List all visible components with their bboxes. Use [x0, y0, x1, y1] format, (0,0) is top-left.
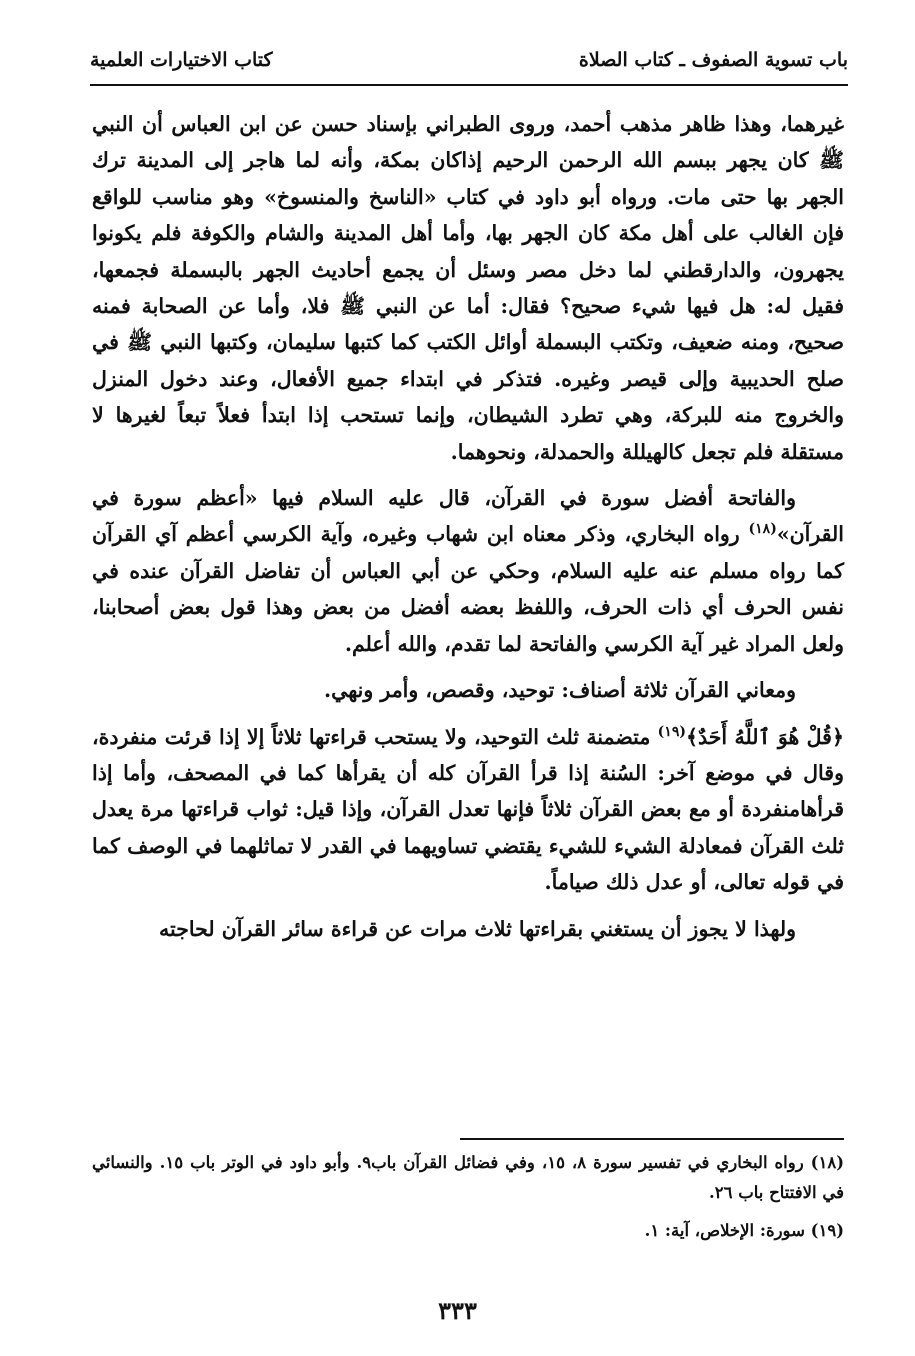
footnotes [92, 1148, 844, 1254]
paragraph-final: ولهذا لا يجوز أن يستغني بقراءتها ثلاث مرات عن قراءة سائر القرآن لحاجته [159, 916, 796, 941]
footnote-ref-19[interactable]: (١٩) [657, 723, 686, 740]
book-title: كتاب الاختيارات العلمية [90, 49, 273, 71]
footnote-divider [460, 1138, 844, 1140]
footnote-ref-18[interactable]: (١٨) [748, 521, 777, 538]
main-text [92, 106, 844, 957]
paragraph-ikhlas [92, 719, 844, 901]
running-header [90, 40, 848, 80]
footnote-19: (١٩) سورة: الإخلاص، آية: ١. [644, 1221, 844, 1240]
paragraph-meanings: ومعاني القرآن ثلاثة أصناف: توحيد، وقصص، وأمر ونهي. [323, 678, 796, 703]
fatiha-text: والفاتحة أفضل سورة في القرآن، قال عليه السلام فيها «أعظم سورة في القرآن» [92, 486, 844, 547]
chapter-title: باب تسوية الصفوف ـ كتاب الصلاة [578, 49, 848, 71]
footnote-18: (١٨) رواه البخاري في تفسير سورة ٨، ١٥، وفي فضائل القرآن باب٩. وأبو داود في الوتر باب ١٥. والنسائي في الافتتاح باب ٢٦. [92, 1153, 845, 1202]
ikhlas-text: متضمنة ثلث التوحيد، ولا يستحب قراءتها ثلاثاً إلا إذا قرئت منفردة، وقال في موضع آخر: السُنة إذا قرأ القرآن كله أن يقرأها كما في المصحف، وأما إذا قرأهامنفردة أو مع بعض القرآن ثلاثاً فإنها تعدل القرآن، وإذا قيل: ثواب قراءتها مرة يعدل ثلث القرآن فمعادلة الشيء للشيء يقتضي تساويهما في القدر لا تماثلهما في الوصف كما في قوله تعالى، أو عدل ذلك صياماً. [92, 724, 844, 895]
paragraph-basmala: غيرهما، وهذا ظاهر مذهب أحمد، وروى الطبراني بإسناد حسن عن ابن العباس أن النبي ﷺ كان يجهر ببسم الله الرحمن الرحيم إذاكان بمكة، وأنه لما هاجر إلى المدينة ترك الجهر بها حتى مات. ورواه أبو داود في كتاب «الناسخ والمنسوخ» وهو مناسب للواقع فإن الغالب على أهل مكة كان الجهر بها، وأما أهل المدينة والشام والكوفة فلم يكونوا يجهرون، والدارقطني لما دخل مصر وسئل أن يجمع أحاديث الجهر بالبسملة فجمعها، فقيل له: هل فيها شيء صحيح؟ فقال: أما عن النبي ﷺ فلا، وأما عن الصحابة فمنه صحيح، ومنه ضعيف، وتكتب البسملة أوائل الكتب كما كتبها سليمان، وكتبها النبي ﷺ في صلح الحديبية وإلى قيصر وغيره. فتذكر في ابتداء جميع الأفعال، وعند دخول المنزل والخروج منه للبركة، وهي تطرد الشيطان، وإنما تستحب إذا ابتدأ فعلاً تبعاً لغيرها لا مستقلة فلم تجعل كالهيللة والحمدلة، ونحوهما. [92, 112, 844, 464]
page-number: ٣٣٣ [438, 1296, 477, 1325]
paragraph-fatiha [92, 480, 844, 662]
quran-verse: ﴿قُلْ هُوَ ٱللَّهُ أَحَدٌ﴾ [685, 724, 844, 749]
header-divider [90, 84, 848, 86]
fatiha-text-continued: رواه البخاري، وذكر معناه ابن شهاب وغيره، وآية الكرسي أعظم آي القرآن كما رواه مسلم عنه عليه السلام، وحكي عن أبي العباس أن تفاضل القرآن عنده في نفس الحرف أي ذات الحرف، واللفظ بعضه أفضل من بعض وهذا قول بعض أصحابنا، ولعل المراد غير آية الكرسي والفاتحة لما تقدم، والله أعلم. [92, 522, 844, 656]
